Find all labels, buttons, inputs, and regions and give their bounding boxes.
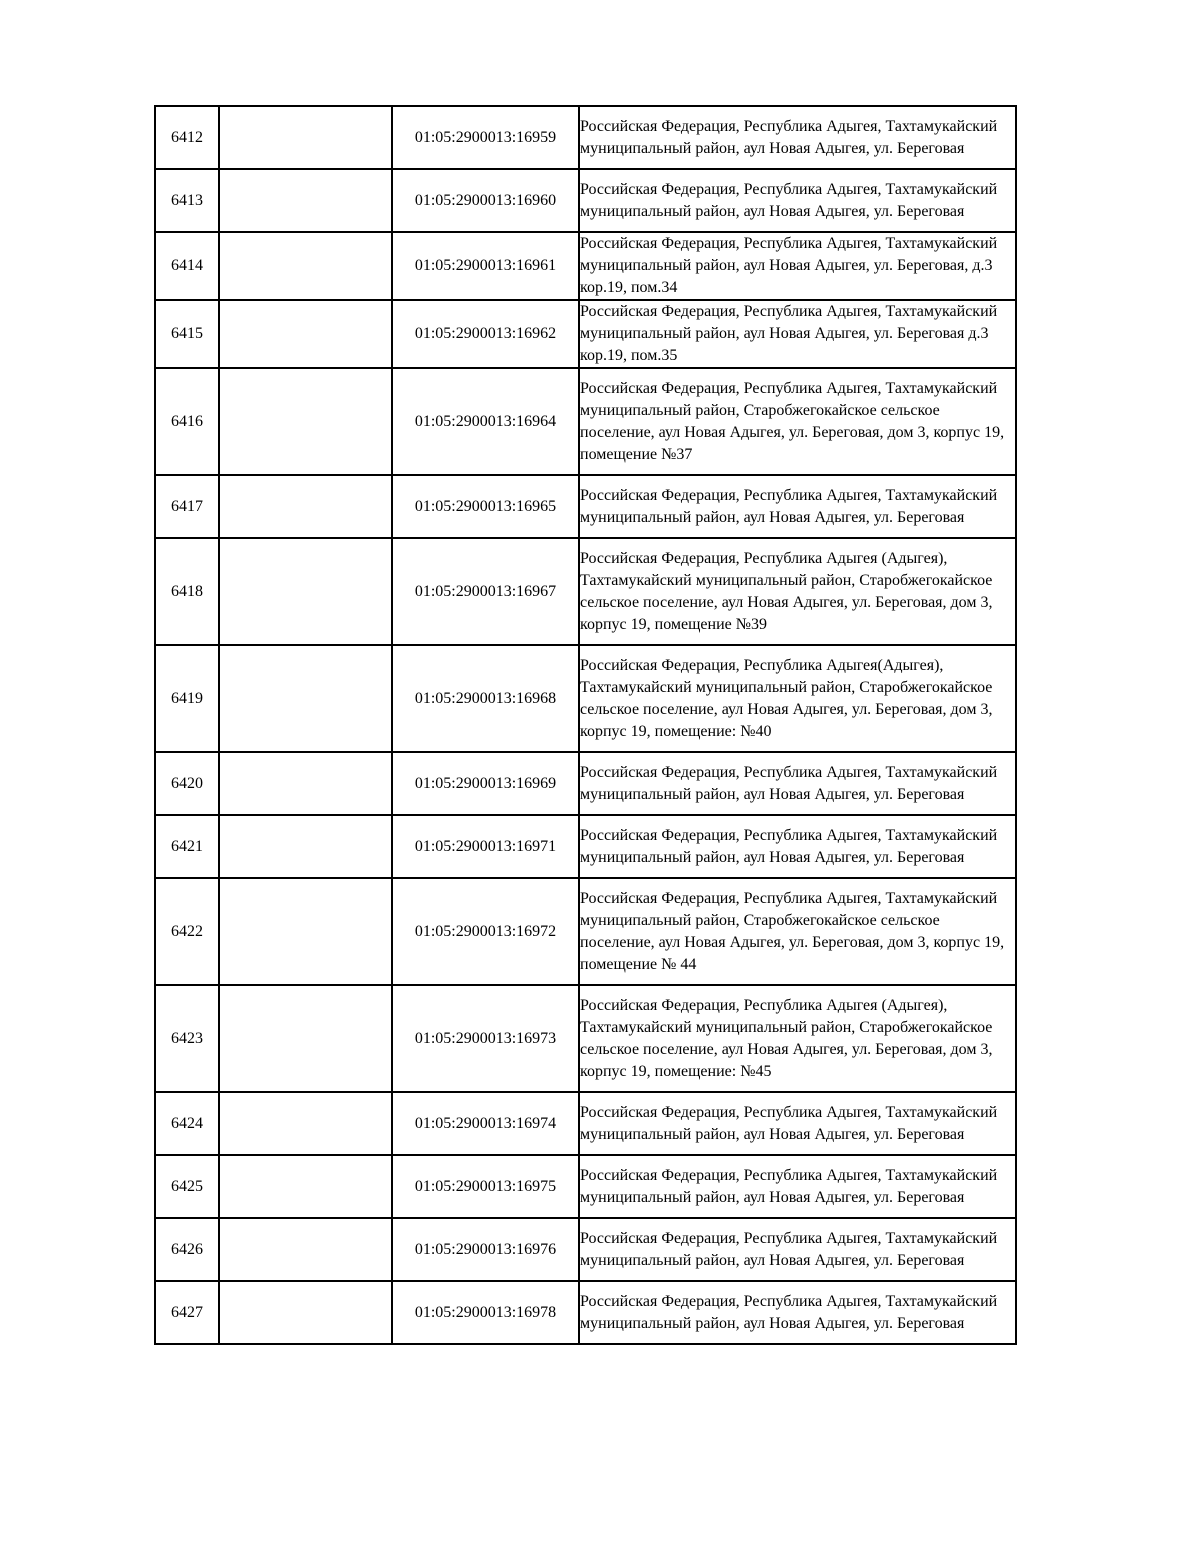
row-number: 6418 xyxy=(155,538,219,645)
address: Российская Федерация, Республика Адыгея, Тахтамукайский муниципальный район, аул Новая Адыгея, ул. Береговая xyxy=(579,475,1016,538)
row-number: 6412 xyxy=(155,106,219,169)
empty-cell xyxy=(219,169,392,232)
table-row xyxy=(155,985,1016,1092)
table-row xyxy=(155,1092,1016,1155)
row-number: 6417 xyxy=(155,475,219,538)
table-row xyxy=(155,1281,1016,1344)
address: Российская Федерация, Республика Адыгея, Тахтамукайский муниципальный район, аул Новая Адыгея, ул. Береговая xyxy=(579,815,1016,878)
empty-cell xyxy=(219,752,392,815)
address: Российская Федерация, Республика Адыгея, Тахтамукайский муниципальный район, аул Новая Адыгея, ул. Береговая xyxy=(579,1281,1016,1344)
empty-cell xyxy=(219,985,392,1092)
empty-cell xyxy=(219,645,392,752)
row-number: 6423 xyxy=(155,985,219,1092)
row-number: 6420 xyxy=(155,752,219,815)
table-row xyxy=(155,752,1016,815)
cadastral-number: 01:05:2900013:16962 xyxy=(392,300,579,368)
row-number: 6416 xyxy=(155,368,219,475)
cadastral-number: 01:05:2900013:16959 xyxy=(392,106,579,169)
address: Российская Федерация, Республика Адыгея, Тахтамукайский муниципальный район, Старобжегокайское сельское поселение, аул Новая Адыгея, ул. Береговая, дом 3, корпус 19, помещение № 44 xyxy=(579,878,1016,985)
cadastral-number: 01:05:2900013:16972 xyxy=(392,878,579,985)
empty-cell xyxy=(219,1155,392,1218)
address: Российская Федерация, Республика Адыгея, Тахтамукайский муниципальный район, аул Новая Адыгея, ул. Береговая xyxy=(579,169,1016,232)
address: Российская Федерация, Республика Адыгея, Тахтамукайский муниципальный район, аул Новая Адыгея, ул. Береговая xyxy=(579,1218,1016,1281)
row-number: 6427 xyxy=(155,1281,219,1344)
cadastral-number: 01:05:2900013:16960 xyxy=(392,169,579,232)
address: Российская Федерация, Республика Адыгея(Адыгея), Тахтамукайский муниципальный район, Старобжегокайское сельское поселение, аул Новая Адыгея, ул. Береговая, дом 3, корпус 19, помещение: №40 xyxy=(579,645,1016,752)
cadastral-number: 01:05:2900013:16976 xyxy=(392,1218,579,1281)
empty-cell xyxy=(219,538,392,645)
address: Российская Федерация, Республика Адыгея, Тахтамукайский муниципальный район, аул Новая Адыгея, ул. Береговая, д.3 кор.19, пом.34 xyxy=(579,232,1016,300)
table-row xyxy=(155,232,1016,300)
address: Российская Федерация, Республика Адыгея, Тахтамукайский муниципальный район, аул Новая Адыгея, ул. Береговая д.3 кор.19, пом.35 xyxy=(579,300,1016,368)
row-number: 6425 xyxy=(155,1155,219,1218)
empty-cell xyxy=(219,106,392,169)
table-row xyxy=(155,878,1016,985)
table-row xyxy=(155,475,1016,538)
table-row xyxy=(155,300,1016,368)
empty-cell xyxy=(219,300,392,368)
address: Российская Федерация, Республика Адыгея, Тахтамукайский муниципальный район, аул Новая Адыгея, ул. Береговая xyxy=(579,106,1016,169)
table-row xyxy=(155,1155,1016,1218)
empty-cell xyxy=(219,1218,392,1281)
cadastral-number: 01:05:2900013:16964 xyxy=(392,368,579,475)
table-row xyxy=(155,815,1016,878)
row-number: 6415 xyxy=(155,300,219,368)
address: Российская Федерация, Республика Адыгея (Адыгея), Тахтамукайский муниципальный район, Старобжегокайское сельское поселение, аул Новая Адыгея, ул. Береговая, дом 3, корпус 19, помещение: №45 xyxy=(579,985,1016,1092)
empty-cell xyxy=(219,475,392,538)
table-row xyxy=(155,106,1016,169)
cadastral-number: 01:05:2900013:16967 xyxy=(392,538,579,645)
cadastral-number: 01:05:2900013:16974 xyxy=(392,1092,579,1155)
table-row xyxy=(155,645,1016,752)
property-registry-table xyxy=(154,105,1017,1345)
row-number: 6413 xyxy=(155,169,219,232)
cadastral-number: 01:05:2900013:16965 xyxy=(392,475,579,538)
empty-cell xyxy=(219,368,392,475)
empty-cell xyxy=(219,815,392,878)
cadastral-number: 01:05:2900013:16968 xyxy=(392,645,579,752)
address: Российская Федерация, Республика Адыгея, Тахтамукайский муниципальный район, Старобжегокайское сельское поселение, аул Новая Адыгея, ул. Береговая, дом 3, корпус 19, помещение №37 xyxy=(579,368,1016,475)
row-number: 6426 xyxy=(155,1218,219,1281)
address: Российская Федерация, Республика Адыгея (Адыгея), Тахтамукайский муниципальный район, Старобжегокайское сельское поселение, аул Новая Адыгея, ул. Береговая, дом 3, корпус 19, помещение №39 xyxy=(579,538,1016,645)
row-number: 6421 xyxy=(155,815,219,878)
empty-cell xyxy=(219,878,392,985)
empty-cell xyxy=(219,1281,392,1344)
empty-cell xyxy=(219,1092,392,1155)
cadastral-number: 01:05:2900013:16971 xyxy=(392,815,579,878)
cadastral-number: 01:05:2900013:16975 xyxy=(392,1155,579,1218)
cadastral-number: 01:05:2900013:16978 xyxy=(392,1281,579,1344)
cadastral-number: 01:05:2900013:16973 xyxy=(392,985,579,1092)
table-row xyxy=(155,538,1016,645)
row-number: 6424 xyxy=(155,1092,219,1155)
table-row xyxy=(155,169,1016,232)
address: Российская Федерация, Республика Адыгея, Тахтамукайский муниципальный район, аул Новая Адыгея, ул. Береговая xyxy=(579,752,1016,815)
address: Российская Федерация, Республика Адыгея, Тахтамукайский муниципальный район, аул Новая Адыгея, ул. Береговая xyxy=(579,1155,1016,1218)
table-row xyxy=(155,1218,1016,1281)
cadastral-number: 01:05:2900013:16961 xyxy=(392,232,579,300)
empty-cell xyxy=(219,232,392,300)
table-row xyxy=(155,368,1016,475)
address: Российская Федерация, Республика Адыгея, Тахтамукайский муниципальный район, аул Новая Адыгея, ул. Береговая xyxy=(579,1092,1016,1155)
cadastral-number: 01:05:2900013:16969 xyxy=(392,752,579,815)
row-number: 6422 xyxy=(155,878,219,985)
row-number: 6419 xyxy=(155,645,219,752)
row-number: 6414 xyxy=(155,232,219,300)
